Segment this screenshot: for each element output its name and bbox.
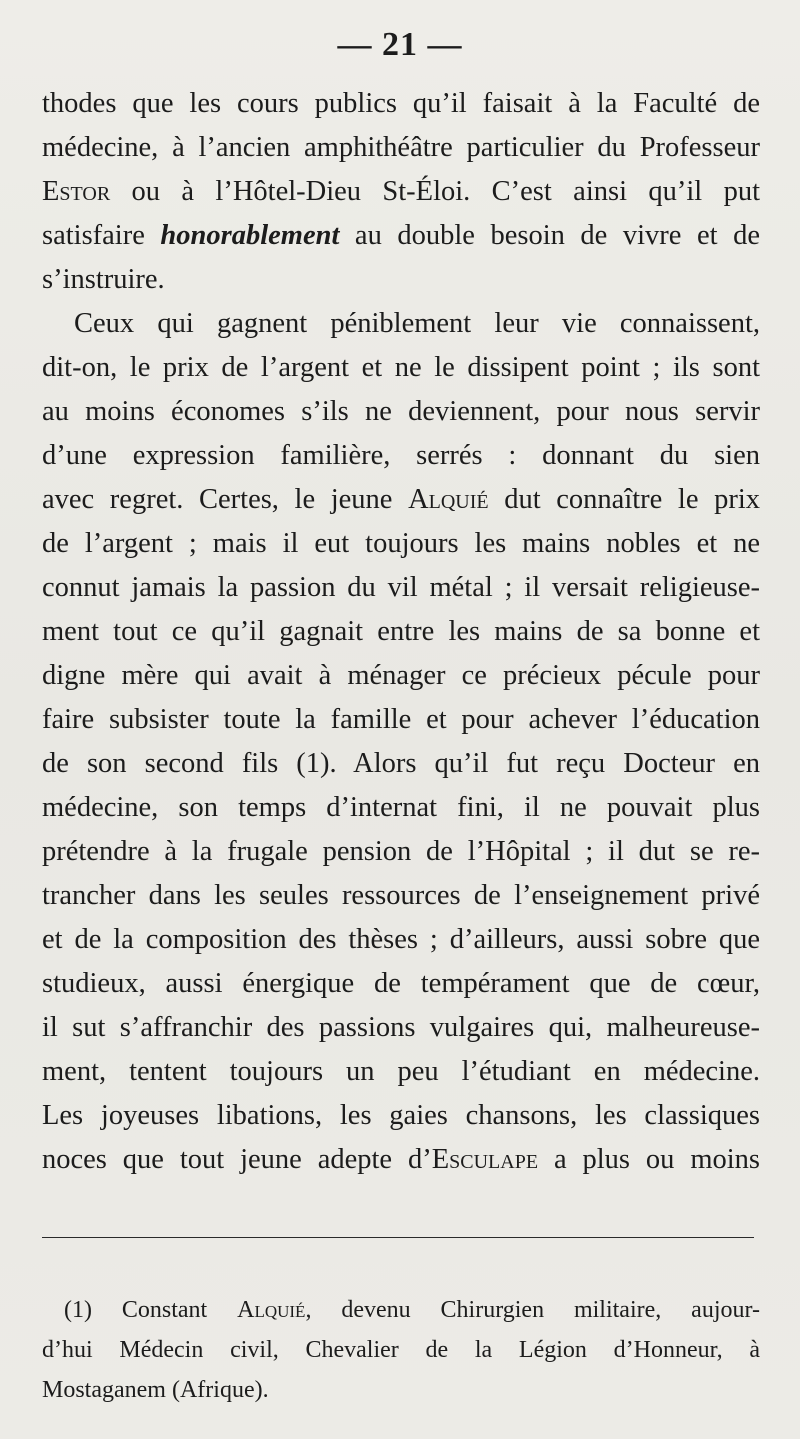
small-caps-name: Alquié [237, 1297, 306, 1323]
text-line: Mostaganem (Afrique). [42, 1377, 269, 1403]
text-line: il sut s’affranchir des passions vulgaires qui, malheureuse- [42, 1012, 760, 1043]
text-line: thodes que les cours publics qu’il faisait à la Faculté de [42, 88, 760, 119]
text-line: ment, tentent toujours un peu l’étudiant en médecine. [42, 1056, 760, 1087]
text-run: au double besoin de vivre et de [339, 220, 760, 251]
text-line: au moins économes s’ils ne deviennent, pour nous servir [42, 396, 760, 427]
text-run: satisfaire [42, 220, 161, 251]
text-line: médecine, à l’ancien amphithéâtre particulier du Professeur [42, 132, 760, 163]
text-line: et de la composition des thèses ; d’ailleurs, aussi sobre que [42, 924, 760, 955]
page-number: — 21 — [337, 26, 463, 63]
text-run: avec regret. Certes, le jeune [42, 484, 409, 515]
text-line: d’hui Médecin civil, Chevalier de la Légion d’Honneur, à [42, 1337, 760, 1363]
text-line: studieux, aussi énergique de tempérament que de cœur, [42, 968, 760, 999]
text-run: a plus ou moins [538, 1144, 760, 1175]
footnote [42, 1290, 760, 1410]
text-run: (1) Constant [64, 1297, 238, 1323]
text-line: Les joyeuses libations, les gaies chansons, les classiques [42, 1100, 760, 1131]
text-line [42, 1290, 760, 1330]
text-line: prétendre à la frugale pension de l’Hôpital ; il dut se re- [42, 836, 760, 867]
text-line: dit-on, le prix de l’argent et ne le dissipent point ; ils sont [42, 352, 760, 383]
small-caps-name: Esculape [431, 1144, 539, 1175]
text-line [42, 478, 760, 522]
text-line: Ceux qui gagnent péniblement leur vie connaissent, [74, 308, 760, 339]
text-line [42, 1138, 760, 1182]
text-line: trancher dans les seules ressources de l’enseignement privé [42, 880, 760, 911]
small-caps-name: Estor [42, 176, 111, 207]
text-run: dut connaître le prix [488, 484, 760, 515]
text-line: médecine, son temps d’internat fini, il ne pouvait plus [42, 792, 760, 823]
text-line: s’instruire. [42, 264, 165, 295]
text-line: faire subsister toute la famille et pour achever l’éducation [42, 704, 760, 735]
text-line: digne mère qui avait à ménager ce précieux pécule pour [42, 660, 760, 691]
text-line: connut jamais la passion du vil métal ; il versait religieuse- [42, 572, 760, 603]
small-caps-name: Alquié [408, 484, 489, 515]
text-run: ou à l’Hôtel-Dieu St-Éloi. C’est ainsi qu’il put [110, 176, 760, 207]
text-run: , devenu Chirurgien militaire, aujour- [305, 1297, 760, 1323]
footnote-divider [42, 1237, 754, 1238]
text-line: ment tout ce qu’il gagnait entre les mains de sa bonne et [42, 616, 760, 647]
text-line [42, 170, 760, 214]
text-run: noces que tout jeune adepte d’ [42, 1144, 432, 1175]
text-line [42, 214, 760, 258]
text-line: de son second fils (1). Alors qu’il fut reçu Docteur en [42, 748, 760, 779]
text-line: de l’argent ; mais il eut toujours les mains nobles et ne [42, 528, 760, 559]
emphasis: honorablement [160, 220, 340, 251]
text-line: d’une expression familière, serrés : donnant du sien [42, 440, 760, 471]
body-text [42, 82, 760, 1182]
